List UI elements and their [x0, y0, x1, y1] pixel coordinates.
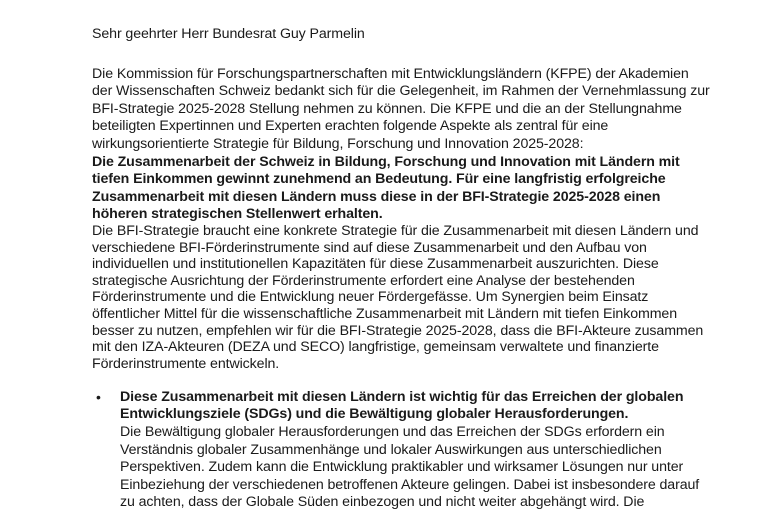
text-line: tiefen Einkommen gewinnt zunehmend an Bedeutung. Für eine langfristig erfolgreiche: [92, 171, 666, 188]
section-body: [92, 223, 703, 372]
text-line: der Wissenschaften Schweiz bedankt sich für die Gelegenheit, im Rahmen der Vernehmlassung zur: [92, 83, 710, 100]
text-line: Die BFI-Strategie braucht eine konkrete Strategie für die Zusammenarbeit mit diesen Ländern und: [92, 223, 699, 239]
text-line: mit den IZA-Akteuren (DEZA und SECO) langfristige, gemeinsam verwaltete und finanzierte: [92, 339, 659, 356]
bullet-heading: [120, 389, 683, 424]
text-line: Entwicklungsziele (SDGs) und die Bewältigung globaler Herausforderungen.: [120, 406, 629, 423]
bullet-icon: •: [96, 389, 101, 405]
text-line: zu achten, dass der Globale Süden einbezogen und nicht weiter abgehängt wird. Die: [120, 494, 645, 511]
text-line: Verständnis globaler Zusammenhänge und lokaler Auswirkungen aus unterschiedlichen: [120, 441, 662, 458]
text-line: Die Kommission für Forschungspartnerschaften mit Entwicklungsländern (KFPE) der Akademien: [92, 66, 689, 82]
text-line: wirkungsorientierte Strategie für Bildung, Forschung und Innovation 2025-2028:: [92, 135, 584, 152]
text-line: Förderinstrumente und die Entwicklung neuer Fördergefässe. Um Synergien beim Einsatz: [92, 289, 649, 306]
text-line: Diese Zusammenarbeit mit diesen Ländern ist wichtig für das Erreichen der globalen: [120, 389, 684, 405]
text-line: Die Bewältigung globaler Herausforderungen und das Erreichen der SDGs erfordern ein: [120, 424, 665, 440]
text-line: besser zu nutzen, empfehlen wir für die BFI-Strategie 2025-2028, dass die BFI-Akteure zusammen: [92, 322, 704, 339]
text-line: höheren strategischen Stellenwert erhalten.: [92, 206, 383, 223]
text-line: Einbeziehung der verschiedenen betroffenen Akteure gelingen. Dabei ist insbesondere darauf: [120, 476, 700, 493]
text-line: individuellen und institutionellen Kapazitäten für diese Zusammenarbeit auszurichten. Diese: [92, 256, 659, 273]
text-line: beteiligten Expertinnen und Experten erachten folgende Aspekte als zentral für eine: [92, 118, 609, 135]
text-line: strategische Ausrichtung der Förderinstrumente erfordert eine Analyse der bestehenden: [92, 272, 635, 289]
text-line: Zusammenarbeit mit diesen Ländern muss diese in der BFI-Strategie 2025-2028 einen: [92, 188, 661, 205]
text-line: Förderinstrumente entwickeln.: [92, 355, 280, 372]
text-line: BFI-Strategie 2025-2028 Stellung nehmen zu können. Die KFPE und die an der Stellungnahme: [92, 100, 682, 117]
text-line: Perspektiven. Zudem kann die Entwicklung praktikabler und wirksamer Lösungen nur unter: [120, 459, 684, 476]
greeting: Sehr geehrter Herr Bundesrat Guy Parmelin: [92, 26, 365, 42]
intro-paragraph: [92, 66, 710, 153]
section-heading: [92, 154, 680, 224]
text-line: verschiedene BFI-Förderinstrumente sind auf diese Zusammenarbeit und den Aufbau von: [92, 239, 647, 256]
text-line: Die Zusammenarbeit der Schweiz in Bildung, Forschung und Innovation mit Ländern mit: [92, 154, 680, 170]
bullet-body: [120, 424, 699, 512]
text-line: öffentlicher Mittel für die wissenschaftliche Zusammenarbeit mit Ländern mit tiefen Einkommen: [92, 305, 677, 322]
